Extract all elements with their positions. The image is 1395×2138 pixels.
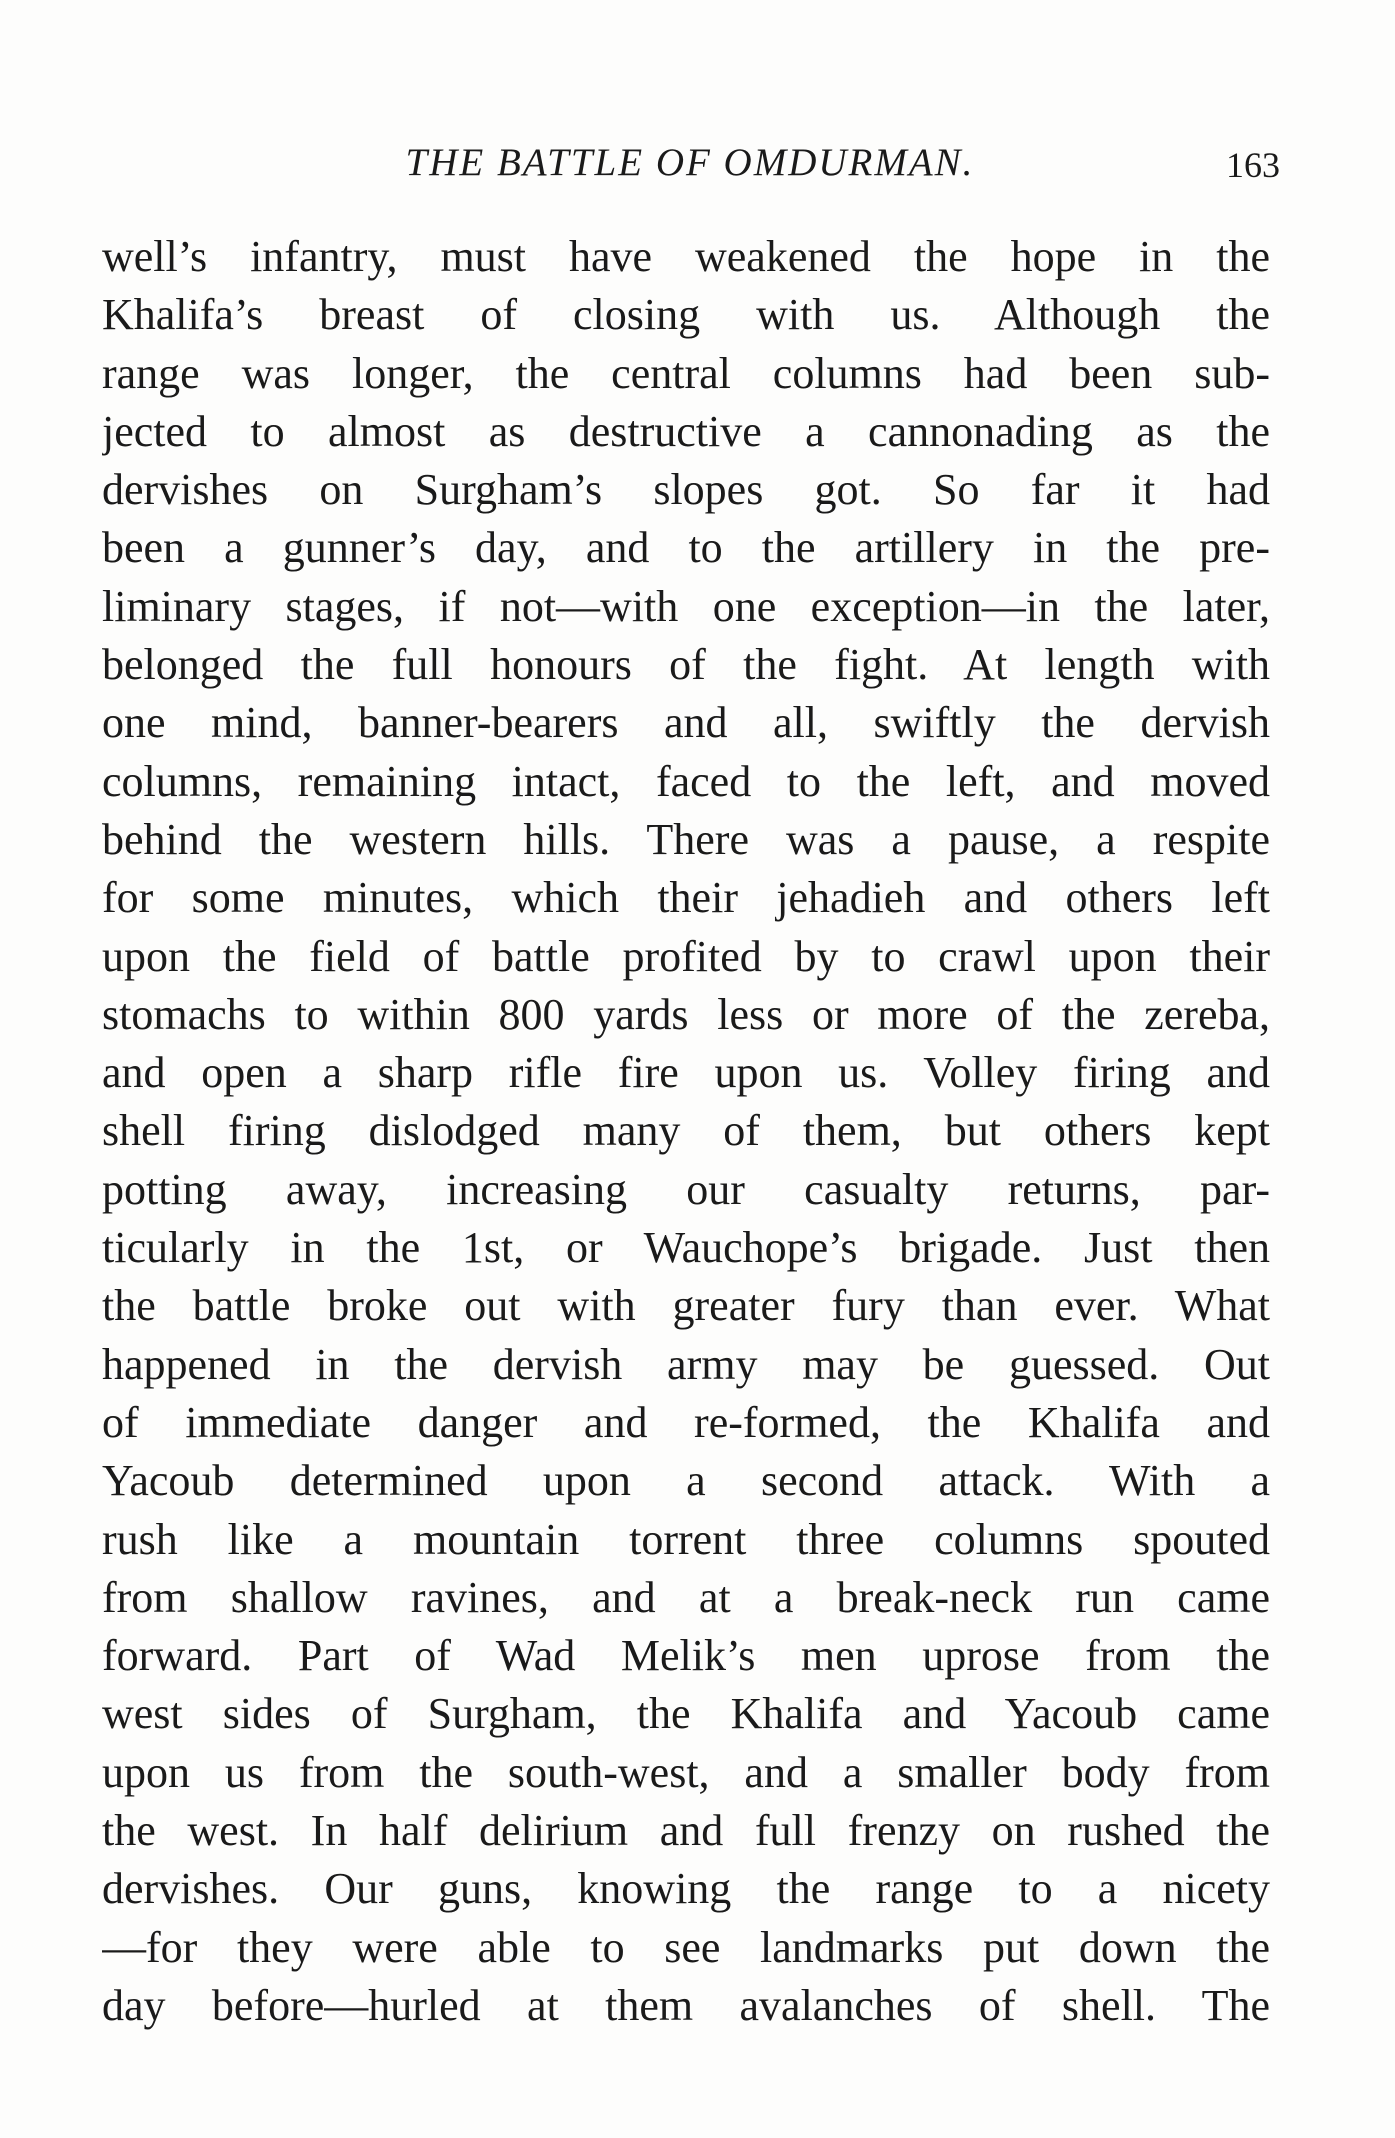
text-line: dervishes on Surgham’s slopes got. So far it had	[102, 465, 1270, 515]
text-line: jected to almost as destructive a cannonading as the	[102, 406, 1270, 456]
text-line: Khalifa’s breast of closing with us. Although the	[102, 290, 1270, 340]
text-line: range was longer, the central columns had been sub-	[102, 348, 1270, 398]
text-line: from shallow ravines, and at a break-neck run came	[102, 1572, 1270, 1622]
text-line: rush like a mountain torrent three columns spouted	[102, 1514, 1270, 1564]
text-line: Yacoub determined upon a second attack. With a	[102, 1456, 1270, 1506]
text-line: shell firing dislodged many of them, but others kept	[102, 1106, 1270, 1156]
text-line: upon us from the south-west, and a smaller body from	[102, 1747, 1270, 1797]
text-line: behind the western hills. There was a pause, a respite	[102, 814, 1270, 864]
text-line: day before—hurled at them avalanches of shell. The	[102, 1980, 1270, 2030]
text-line: stomachs to within 800 yards less or more of the zereba,	[102, 989, 1270, 1039]
body-text	[102, 228, 1270, 2035]
text-line: west sides of Surgham, the Khalifa and Yacoub came	[102, 1689, 1270, 1739]
text-line: been a gunner’s day, and to the artillery in the pre-	[102, 523, 1270, 573]
text-line: one mind, banner-bearers and all, swiftly the dervish	[102, 698, 1270, 748]
text-line: the battle broke out with greater fury than ever. What	[102, 1281, 1270, 1331]
page-number: 163	[1226, 145, 1280, 185]
text-line: columns, remaining intact, faced to the left, and moved	[102, 756, 1270, 806]
text-line: forward. Part of Wad Melik’s men uprose from the	[102, 1631, 1270, 1681]
text-line: —for they were able to see landmarks put down the	[102, 1922, 1270, 1972]
text-line: for some minutes, which their jehadieh and others left	[102, 873, 1270, 923]
text-line: of immediate danger and re-formed, the Khalifa and	[102, 1397, 1270, 1447]
text-line: well’s infantry, must have weakened the hope in the	[102, 232, 1270, 281]
text-line: and open a sharp rifle fire upon us. Volley firing and	[102, 1048, 1270, 1098]
text-line: upon the field of battle profited by to crawl upon their	[102, 931, 1270, 981]
text-line: happened in the dervish army may be guessed. Out	[102, 1339, 1270, 1389]
running-head: THE BATTLE OF OMDURMAN.	[405, 141, 975, 184]
text-line: liminary stages, if not—with one exception—in the later,	[102, 581, 1270, 631]
page-header	[100, 140, 1280, 200]
text-line: ticularly in the 1st, or Wauchope’s brigade. Just then	[102, 1223, 1270, 1273]
text-line: potting away, increasing our casualty returns, par-	[102, 1164, 1270, 1214]
text-line: the west. In half delirium and full frenzy on rushed the	[102, 1806, 1270, 1856]
text-line: belonged the full honours of the fight. At length with	[102, 640, 1270, 690]
text-line: dervishes. Our guns, knowing the range to a nicety	[102, 1864, 1270, 1914]
